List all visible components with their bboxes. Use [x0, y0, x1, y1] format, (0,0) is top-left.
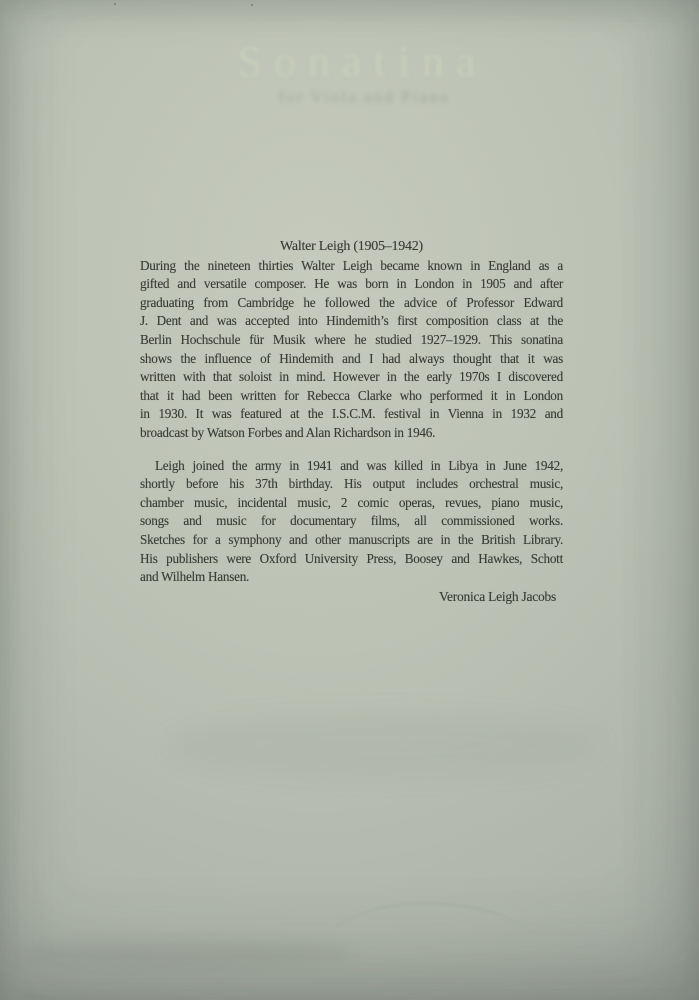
- text-line: His publishers were Oxford University Press, Boosey and Hawkes, Schott: [140, 550, 563, 566]
- paper-smudge: [25, 940, 355, 966]
- dust-speck: [114, 3, 116, 5]
- paper-mottle: [170, 715, 600, 775]
- text-line: Berlin Hochschule für Musik where he studied 1927–1929. This sonatina: [140, 331, 563, 347]
- text-line: in 1930. It was featured at the I.S.C.M. festival in Vienna in 1932 and: [140, 406, 563, 422]
- text-line: J. Dent and was accepted into Hindemith’s first composition class at the: [140, 313, 563, 329]
- show-through-title: Sonatina: [237, 37, 488, 86]
- text-line: broadcast by Watson Forbes and Alan Richardson in 1946.: [140, 424, 436, 440]
- paper-scratch: [329, 899, 540, 949]
- author-signature: Veronica Leigh Jacobs: [439, 588, 556, 604]
- paragraph-biography: [140, 257, 563, 443]
- heading-composer-dates: Walter Leigh (1905–1942): [280, 239, 423, 254]
- show-through-subtitle: for Viola and Piano: [278, 89, 451, 106]
- text-line: chamber music, incidental music, 2 comic operas, revues, piano music,: [140, 494, 563, 510]
- text-line: During the nineteen thirties Walter Leigh became known in England as a: [140, 257, 563, 273]
- text-line: shows the influence of Hindemith and I had always thought that it was: [140, 350, 563, 366]
- text-line: Leigh joined the army in 1941 and was killed in Libya in June 1942,: [155, 457, 563, 473]
- text-line: that it had been written for Rebecca Clarke who performed it in London: [140, 387, 563, 403]
- program-note: [140, 238, 563, 606]
- text-line: written with that soloist in mind. However in the early 1970s I discovered: [140, 369, 563, 385]
- text-line: and Wilhelm Hansen.: [140, 569, 250, 585]
- text-line: gifted and versatile composer. He was born in London in 1905 and after: [140, 276, 563, 292]
- dust-speck: [251, 4, 253, 6]
- text-line: songs and music for documentary films, all commissioned works.: [140, 513, 563, 529]
- paragraph-output-legacy: [140, 457, 563, 587]
- text-line: graduating from Cambridge he followed the advice of Professor Edward: [140, 294, 563, 310]
- text-line: Sketches for a symphony and other manuscripts are in the British Library.: [140, 531, 563, 547]
- text-line: shortly before his 37th birthday. His output includes orchestral music,: [140, 476, 563, 492]
